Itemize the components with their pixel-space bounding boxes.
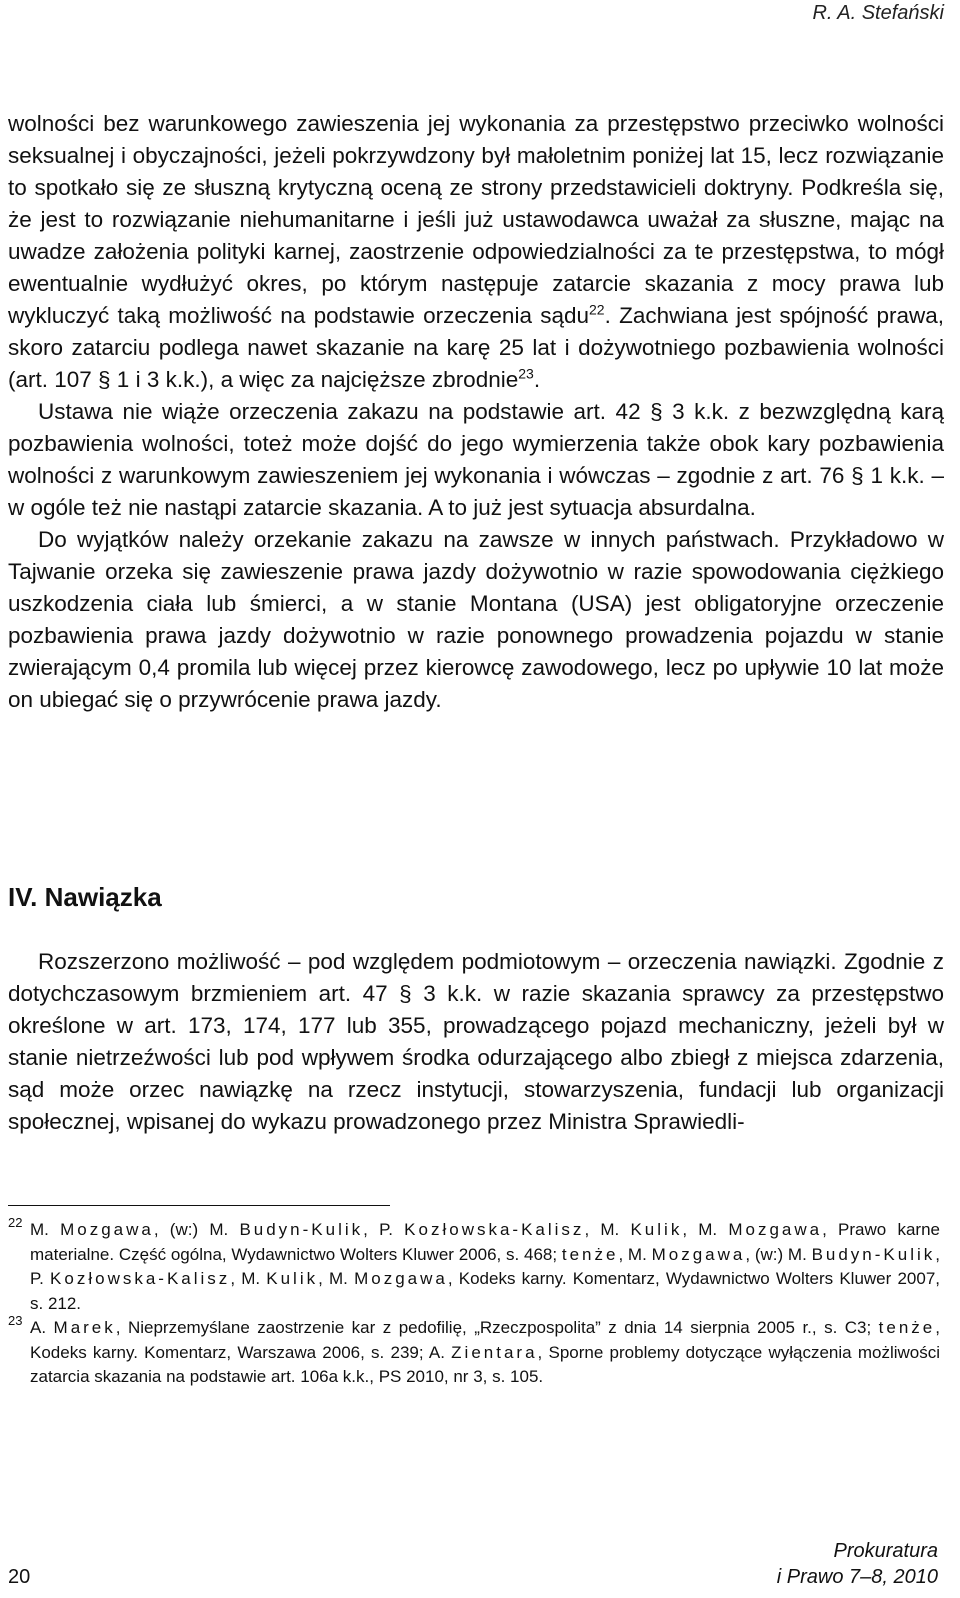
author-name: Zientara — [451, 1342, 538, 1362]
paragraph-text: wolności bez warunkowego zawieszenia jej wykonania za przestępstwo przeciwko wolności seksualnej i obyczajności, jeżeli pokrzywdzony był małoletnim poniżej lat 15, lecz rozwiązanie to spotkało się ze słuszną krytyczną oceną ze strony przedstawicieli doktryny. Podkreśla się, że jest to rozwiązanie niehumanitarne i jeśli już ustawodawca uważał za słuszne, mając na uwadze założenia polityki karnej, zaostrzenie odpowiedzialności za te przestępstwa, to mógł ewentualnie wydłużyć okres, po którym następuje zatarcie skazania z mocy prawa lub wykluczyć taką możliwość na podstawie orzeczenia sądu — [8, 111, 944, 328]
author-name: Mozgawa — [60, 1220, 154, 1239]
author-name: Budyn-Kulik — [811, 1244, 936, 1264]
footnote-text: , M. — [682, 1220, 729, 1239]
author-name: Budyn-Kulik — [239, 1220, 364, 1239]
main-text-upper — [8, 108, 944, 716]
footnote-reference-22[interactable]: 22 — [589, 301, 605, 318]
author-name: Mozgawa — [354, 1269, 448, 1288]
paragraph-text: . Zachwiana jest spójność prawa, skoro zatarciu podlega nawet skazanie na karę 25 lat i dożywotniego pozbawienia wolności (art. 107 § 1 i 3 k.k.), a więc za najcięższe zbrodnie — [8, 303, 944, 392]
footnote-number: 22 — [8, 1215, 23, 1230]
author-name: Marek — [53, 1318, 116, 1337]
footnote-text: A. — [30, 1318, 54, 1337]
author-name: tenże — [561, 1244, 619, 1264]
author-name: Kozłowska-Kalisz — [50, 1269, 231, 1288]
paragraph-text: . — [533, 367, 541, 392]
journal-issue: i Prawo 7–8, 2010 — [776, 1566, 938, 1588]
footnote-text: , Nieprzemyślane zaostrzenie kar z pedofilię, „Rzeczpospolita” z dnia 14 sierpnia 2005 r., s. C3; — [115, 1318, 879, 1337]
footnote-text: , M. — [584, 1220, 631, 1239]
footnote-text: , M. — [318, 1269, 355, 1288]
footnote-text: , M. — [618, 1244, 652, 1264]
footnote-text: , Kodeks karny. Komentarz, Wydawnictwo Wolters Kluwer 2007, s. 212. — [30, 1269, 940, 1313]
main-text-lower — [8, 946, 944, 1138]
paragraph-nawiazka: Rozszerzono możliwość – pod względem podmiotowym – orzeczenia nawiązki. Zgodnie z dotychczasowym brzmieniem art. 47 § 3 k.k. w razie skazania sprawcy za przestępstwo określone w art. 173, 174, 177 lub 355, prowadzącego pojazd mechaniczny, jeżeli był w stanie nietrzeźwości lub pod wpływem środka odurzającego albo zbiegł z miejsca zdarzenia, sąd może orzec nawiązkę na rzecz instytucji, stowarzyszenia, fundacji lub organizacji społecznej, wpisanej do wykazu prowadzonego przez Ministra Sprawiedli- — [8, 949, 944, 1134]
paragraph-ustawa: Ustawa nie wiąże orzeczenia zakazu na podstawie art. 42 § 3 k.k. z bezwzględną karą pozbawienia wolności, toteż może dojść do jego wymierzenia także obok kary pozbawienia wolności z warunkowym zawieszeniem jej wykonania i wówczas – zgodnie z art. 76 § 1 k.k. – w ogóle też nie nastąpi zatarcie skazania. A to już jest sytuacja absurdalna. — [8, 399, 944, 520]
footnote-22 — [8, 1215, 941, 1316]
running-head-author: R. A. Stefański — [812, 2, 944, 24]
footnote-separator — [8, 1205, 390, 1206]
footnote-text: M. — [30, 1220, 61, 1239]
author-name: Kulik — [266, 1269, 319, 1288]
footnote-number: 23 — [8, 1313, 23, 1328]
footnote-text: , P. — [30, 1244, 941, 1288]
author-name: Mozgawa — [651, 1244, 746, 1264]
author-name: Kozłowska-Kalisz — [404, 1220, 585, 1239]
footnote-text: , M. — [230, 1269, 267, 1288]
journal-footer — [777, 1538, 938, 1590]
page-number: 20 — [8, 1566, 31, 1588]
footnote-text: , Sporne problemy dotyczące wyłączenia możliwości zatarcia skazania na podstawie art. 106a k.k., PS 2010, nr 3, s. 105. — [30, 1342, 941, 1386]
footnote-23 — [8, 1313, 941, 1390]
author-name: Kulik — [630, 1220, 683, 1239]
section-heading: IV. Nawiązka — [8, 882, 162, 912]
footnote-reference-23[interactable]: 23 — [518, 365, 534, 382]
footnote-text: , (w:) M. — [745, 1244, 812, 1264]
footnote-text: , (w:) M. — [153, 1220, 240, 1239]
footnote-text: , Prawo karne materialne. Część ogólna, Wydawnictwo Wolters Kluwer 2006, s. 468; — [30, 1220, 940, 1264]
footnote-text: , Kodeks karny. Komentarz, Warszawa 2006, s. 239; A. — [30, 1318, 940, 1362]
author-name: tenże — [878, 1318, 936, 1337]
paragraph-wyjatki: Do wyjątków należy orzekanie zakazu na zawsze w innych państwach. Przykładowo w Tajwanie orzeka się zawieszenie prawa jazdy dożywotnio w razie spowodowania ciężkiego uszkodzenia ciała lub śmierci, a w stanie Montana (USA) jest obligatoryjne orzeczenie pozbawienia prawa jazdy dożywotnio w razie ponownego prowadzenia pojazdu w stanie zwierającym 0,4 promila lub więcej przez kierowcę zawodowego, lecz po upływie 10 lat może on ubiegać się o przywrócenie prawa jazdy. — [8, 527, 944, 712]
paragraph-continuation — [8, 108, 944, 396]
author-name: Mozgawa — [728, 1220, 823, 1239]
journal-title: Prokuratura — [833, 1540, 938, 1562]
footnote-text: , P. — [363, 1220, 405, 1239]
footnotes — [8, 1215, 941, 1390]
